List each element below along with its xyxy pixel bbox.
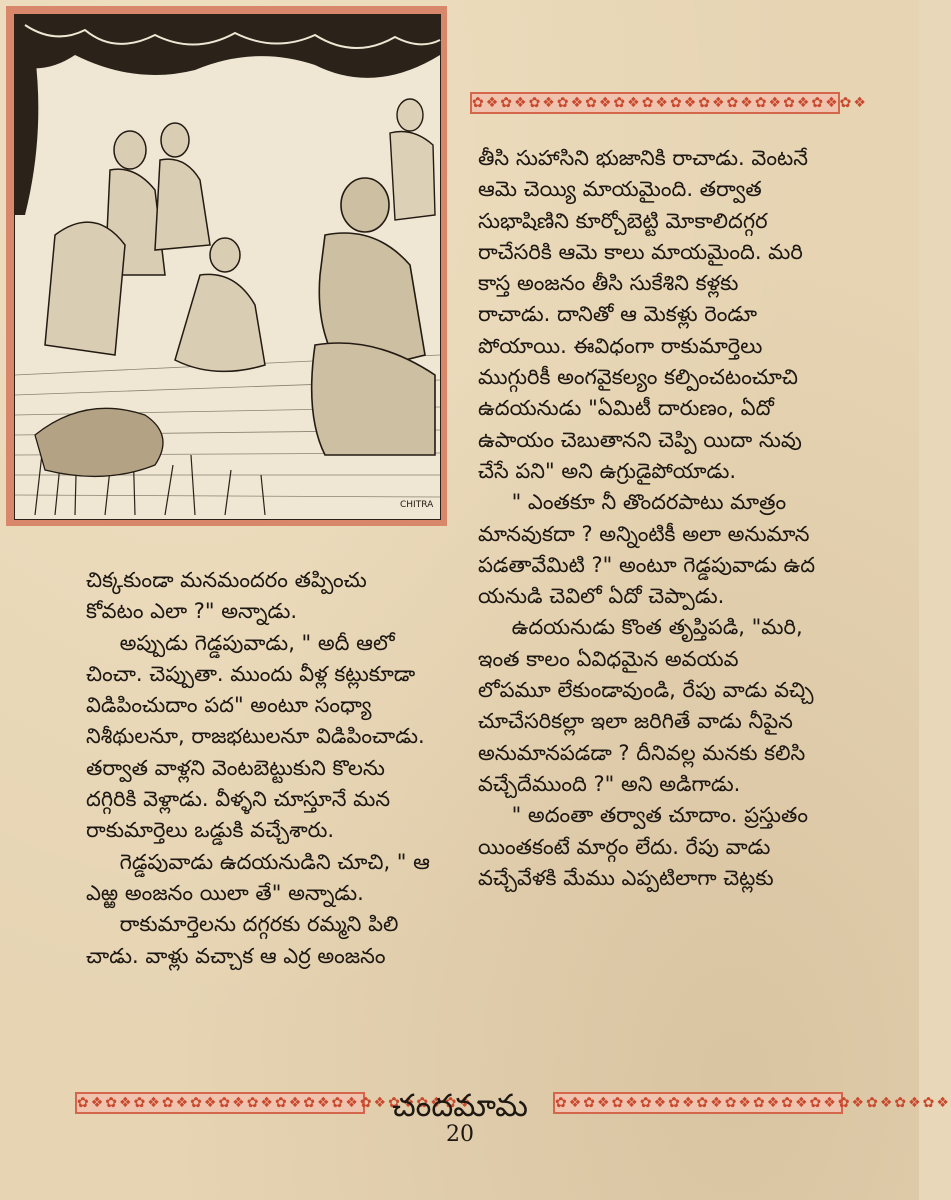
text-line: తర్వాత వాళ్లని వెంటబెట్టుకుని కొలను xyxy=(86,755,385,780)
text-line: గెడ్డపువాడు ఉదయనుడిని చూచి, " ఆ xyxy=(119,849,430,874)
page-number: 20 xyxy=(446,1122,474,1147)
text-line: రాకుమార్తెలు ఒడ్డుకి వచ్చేశారు. xyxy=(86,818,335,843)
text-line: వచ్చేదేముంది ?" అని అడిగాడు. xyxy=(478,771,741,796)
text-line: రాచేసరికి ఆమె కాలు మాయమైంది. మరి xyxy=(478,239,803,264)
text-line: వచ్చేవేళకి మేము ఎప్పటిలాగా చెట్లకు xyxy=(478,865,774,890)
text-line: నిశీథులనూ, రాజభటులనూ విడిపించాడు. xyxy=(86,724,425,749)
text-line: చించా. చెప్పుతా. ముందు వీళ్ల కట్లుకూడా xyxy=(86,661,416,686)
text-line: చాడు. వాళ్లు వచ్చాక ఆ ఎర్ర అంజనం xyxy=(86,943,386,968)
text-line: విడిపించుదాం పద" అంటూ సంధ్యా xyxy=(86,693,372,718)
text-line: మానవుకదా ? అన్నింటికీ అలా అనుమాన xyxy=(478,521,810,546)
text-line: " అదంతా తర్వాత చూదాం. ప్రస్తుతం xyxy=(511,803,808,828)
artist-signature: CHITRA xyxy=(400,500,434,510)
text-line: రాకుమార్తెలను దగ్గరకు రమ్మని పిలి xyxy=(119,912,399,937)
right-text-column xyxy=(478,143,858,894)
text-line: అనుమానపడడా ? దీనివల్ల మనకు కలిసి xyxy=(478,740,806,765)
text-line: ముగ్గురికీ అంగవైకల్యం కల్పించటంచూచి xyxy=(478,365,798,390)
illustration-drawing xyxy=(15,15,440,519)
text-line: రాచాడు. దానితో ఆ మెకళ్లు రెండూ xyxy=(478,302,757,327)
text-line: ఉదయనుడు కొంత తృప్తిపడి, "మరి, xyxy=(511,615,803,640)
text-line: యనుడి చెవిలో ఏదో చెప్పాడు. xyxy=(478,584,725,609)
story-illustration xyxy=(14,14,441,520)
text-line: ఉపాయం చెబుతానని చెప్పి యిదా నువు xyxy=(478,427,802,452)
text-line: ఇంత కాలం ఏవిధమైన అవయవ xyxy=(478,646,739,671)
text-line: " ఎంతకూ నీ తొందరపాటు మాత్రం xyxy=(511,490,787,515)
text-line: ఉదయనుడు "ఏమిటీ దారుణం, ఏదో xyxy=(478,396,774,421)
text-line: చేసే పని" అని ఉగ్రుడైపోయాడు. xyxy=(478,458,737,483)
text-line: దగ్గిరికి వెళ్లాడు. వీళ్ళని చూస్తూనే మన xyxy=(86,787,391,812)
border-pattern: ✿❖✿❖✿❖✿❖✿❖✿❖✿❖✿❖✿❖✿❖✿❖✿❖✿❖✿❖ xyxy=(77,1095,473,1111)
border-pattern: ✿❖✿❖✿❖✿❖✿❖✿❖✿❖✿❖✿❖✿❖✿❖✿❖✿❖✿❖ xyxy=(472,95,868,111)
text-line: యింతకంటే మార్గం లేదు. రేపు వాడు xyxy=(478,834,771,859)
text-line: కోవటం ఎలా ?" అన్నాడు. xyxy=(86,599,298,624)
text-line: పడతావేమిటి ?" అంటూ గెడ్డపువాడు ఉద xyxy=(478,552,816,577)
magazine-title: చందమామ xyxy=(392,1088,528,1124)
border-pattern: ✿❖✿❖✿❖✿❖✿❖✿❖✿❖✿❖✿❖✿❖✿❖✿❖✿❖✿❖ xyxy=(555,1095,951,1111)
text-line: ఎఱ్ఱ అంజనం యిలా తే" అన్నాడు. xyxy=(86,880,364,905)
text-line: చూచేసరికల్లా ఇలా జరిగితే వాడు నీపైన xyxy=(478,709,793,734)
illustration-frame xyxy=(6,6,447,526)
text-line: అప్పుడు గెడ్డపువాడు, " అదీ ఆలో xyxy=(119,630,395,655)
text-line: లోపమూ లేకుండావుండి, రేపు వాడు వచ్చి xyxy=(478,678,814,703)
decorative-border-footer-right xyxy=(553,1092,951,1114)
decorative-border-top xyxy=(470,92,868,114)
text-line: తీసి సుహాసిని భుజానికి రాచాడు. వెంటనే xyxy=(478,146,808,170)
text-line: సుభాషిణిని కూర్చోబెట్టి మోకాలిదగ్గర xyxy=(478,208,768,233)
text-line: చిక్కకుండా మనమందరం తప్పించు xyxy=(86,568,367,592)
text-line: కాస్త అంజనం తీసి సుకేశిని కళ్లకు xyxy=(478,271,739,296)
left-text-column xyxy=(86,565,458,972)
text-line: ఆమె చెయ్యి మాయమైంది. తర్వాత xyxy=(478,177,762,202)
decorative-border-footer-left xyxy=(75,1092,473,1114)
text-line: పోయాయి. ఈవిధంగా రాకుమార్తెలు xyxy=(478,333,763,358)
